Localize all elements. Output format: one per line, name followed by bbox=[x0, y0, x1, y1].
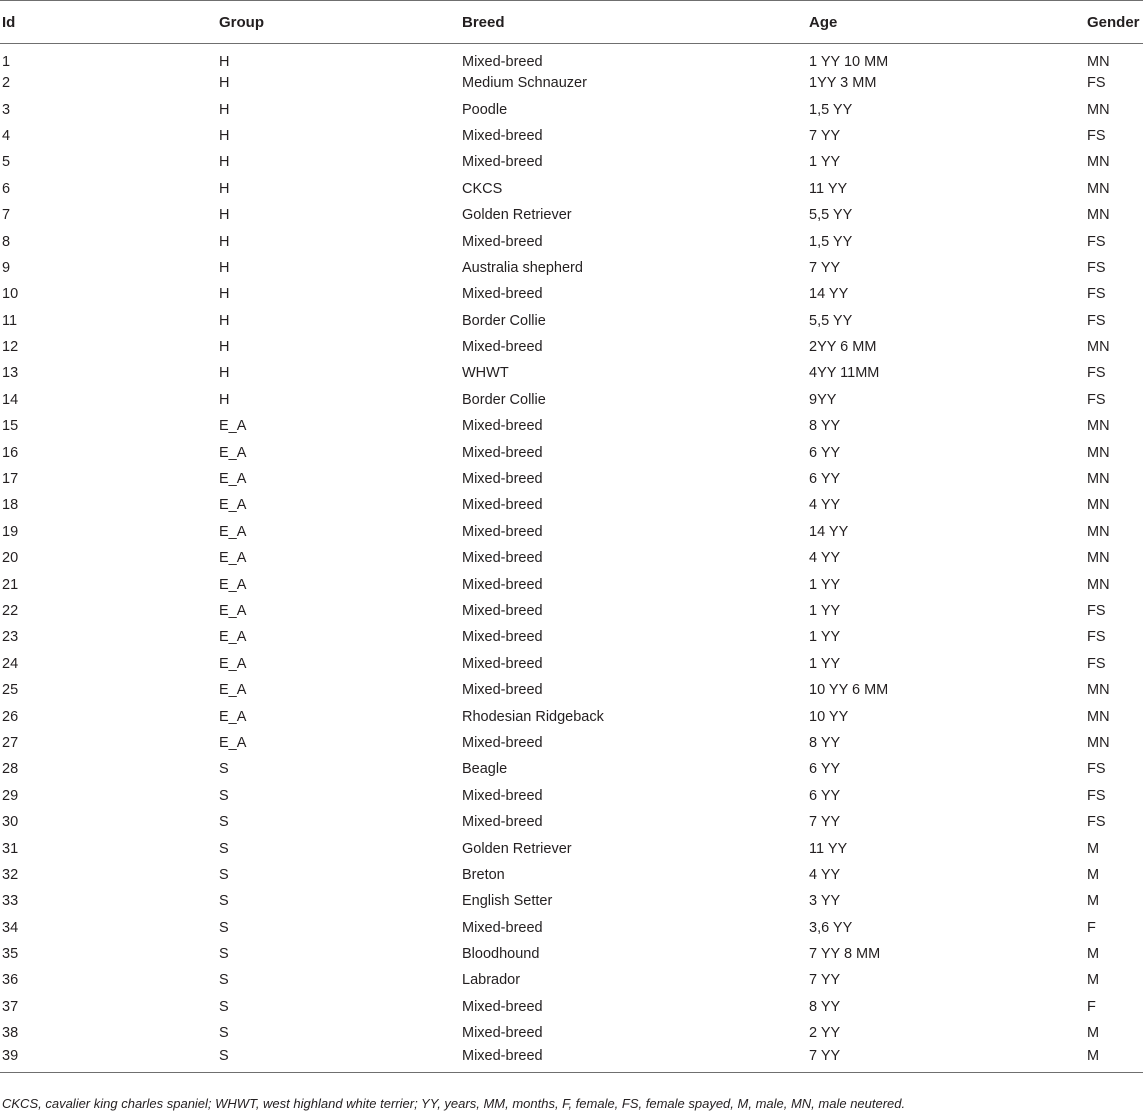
cell-group: E_A bbox=[219, 655, 247, 672]
cell-age: 7 YY 8 MM bbox=[809, 946, 881, 963]
header-breed: Breed bbox=[460, 1, 807, 44]
cell-gender: F bbox=[1087, 919, 1096, 936]
cell-age: 14 YY bbox=[809, 523, 849, 540]
cell-gender: FS bbox=[1087, 286, 1106, 303]
cell-group: H bbox=[219, 259, 230, 276]
cell-gender: FS bbox=[1087, 259, 1106, 276]
cell-age: 6 YY bbox=[809, 444, 841, 461]
cell-id: 7 bbox=[2, 207, 11, 224]
cell-gender: MN bbox=[1087, 154, 1110, 171]
cell-breed: Mixed-breed bbox=[462, 54, 543, 70]
cell-id: 35 bbox=[2, 946, 19, 963]
cell-age: 7 YY bbox=[809, 127, 841, 144]
cell-age: 1 YY 10 MM bbox=[809, 54, 889, 70]
cell-age: 1 YY bbox=[809, 576, 841, 593]
cell-id: 27 bbox=[2, 734, 19, 751]
cell-age: 8 YY bbox=[809, 734, 841, 751]
cell-breed: Mixed-breed bbox=[462, 919, 543, 936]
cell-age: 8 YY bbox=[809, 998, 841, 1015]
cell-id: 25 bbox=[2, 682, 19, 699]
cell-age: 1YY 3 MM bbox=[809, 75, 877, 92]
cell-group: E_A bbox=[219, 550, 247, 567]
cell-id: 29 bbox=[2, 787, 19, 804]
cell-breed: Rhodesian Ridgeback bbox=[462, 708, 604, 725]
cell-breed: Mixed-breed bbox=[462, 444, 543, 461]
cell-id: 17 bbox=[2, 471, 19, 488]
cell-id: 2 bbox=[2, 75, 11, 92]
cell-gender: MN bbox=[1087, 682, 1110, 699]
cell-age: 7 YY bbox=[809, 814, 841, 831]
cell-group: H bbox=[219, 233, 230, 250]
cell-age: 11 YY bbox=[809, 840, 848, 857]
cell-age: 3,6 YY bbox=[809, 919, 853, 936]
table-row bbox=[0, 439, 1143, 465]
cell-group: S bbox=[219, 787, 229, 804]
table-row bbox=[0, 756, 1143, 782]
cell-group: E_A bbox=[219, 708, 247, 725]
cell-gender: M bbox=[1087, 972, 1100, 989]
cell-group: H bbox=[219, 101, 230, 118]
table-row bbox=[0, 703, 1143, 729]
cell-group: S bbox=[219, 814, 229, 831]
table-row bbox=[0, 334, 1143, 360]
table-row bbox=[0, 624, 1143, 650]
table-row bbox=[0, 783, 1143, 809]
cell-id: 36 bbox=[2, 972, 19, 989]
cell-group: H bbox=[219, 180, 230, 197]
cell-breed: Mixed-breed bbox=[460, 1046, 807, 1072]
cell-group: H bbox=[219, 365, 230, 382]
cell-breed: Border Collie bbox=[462, 391, 546, 408]
cell-id: 9 bbox=[2, 259, 11, 276]
cell-group: H bbox=[219, 391, 230, 408]
cell-breed: Mixed-breed bbox=[462, 339, 543, 356]
cell-group: E_A bbox=[219, 603, 247, 619]
header-row bbox=[0, 1, 1143, 44]
cell-breed: Mixed-breed bbox=[462, 471, 543, 488]
cell-breed: Mixed-breed bbox=[462, 655, 543, 672]
cell-breed: Beagle bbox=[462, 761, 508, 778]
cell-gender: F bbox=[1087, 998, 1096, 1015]
cell-id: 39 bbox=[0, 1046, 217, 1072]
cell-gender: M bbox=[1087, 1025, 1100, 1042]
cell-group: E_A bbox=[219, 629, 247, 646]
table-row bbox=[0, 1020, 1143, 1046]
cell-breed: CKCS bbox=[462, 180, 503, 197]
header-age: Age bbox=[807, 1, 1085, 44]
cell-gender: FS bbox=[1087, 233, 1106, 250]
table-row bbox=[0, 598, 1143, 624]
cell-breed: Golden Retriever bbox=[462, 207, 572, 224]
cell-id: 6 bbox=[2, 180, 11, 197]
cell-id: 4 bbox=[2, 127, 11, 144]
cell-gender: M bbox=[1087, 946, 1100, 963]
cell-gender: MN bbox=[1087, 576, 1110, 593]
cell-age: 6 YY bbox=[809, 787, 841, 804]
cell-id: 12 bbox=[2, 339, 19, 356]
cell-id: 24 bbox=[2, 655, 19, 672]
table-row bbox=[0, 44, 1143, 71]
cell-breed: Mixed-breed bbox=[462, 497, 543, 514]
cell-group: E_A bbox=[219, 497, 247, 514]
cell-group: H bbox=[219, 207, 230, 224]
header-group: Group bbox=[217, 1, 460, 44]
cell-group: E_A bbox=[219, 682, 247, 699]
cell-age: 2YY 6 MM bbox=[809, 339, 877, 356]
cell-group: E_A bbox=[219, 444, 247, 461]
cell-age: 1 YY bbox=[809, 603, 841, 619]
cell-age: 5,5 YY bbox=[809, 207, 853, 224]
cell-breed: Mixed-breed bbox=[462, 787, 543, 804]
cell-id: 34 bbox=[2, 919, 19, 936]
cell-age: 6 YY bbox=[809, 471, 841, 488]
cell-age: 1 YY bbox=[809, 629, 841, 646]
cell-breed: Mixed-breed bbox=[462, 154, 543, 171]
cell-gender: FS bbox=[1087, 787, 1106, 804]
cell-group: S bbox=[219, 972, 229, 989]
cell-gender: MN bbox=[1087, 471, 1110, 488]
cell-age: 3 YY bbox=[809, 893, 841, 910]
cell-id: 8 bbox=[2, 233, 11, 250]
cell-id: 13 bbox=[2, 365, 19, 382]
cell-gender: FS bbox=[1087, 365, 1106, 382]
cell-group: E_A bbox=[219, 576, 247, 593]
table-row bbox=[0, 571, 1143, 597]
cell-gender: FS bbox=[1087, 391, 1106, 408]
cell-breed: Mixed-breed bbox=[462, 814, 543, 831]
cell-group: S bbox=[219, 893, 229, 910]
cell-id: 20 bbox=[2, 550, 19, 567]
cell-group: H bbox=[219, 127, 230, 144]
table-row bbox=[0, 360, 1143, 386]
cell-group: S bbox=[219, 1025, 229, 1042]
cell-group: H bbox=[219, 75, 230, 92]
cell-group: S bbox=[219, 840, 229, 857]
cell-breed: Mixed-breed bbox=[462, 233, 543, 250]
cell-gender: FS bbox=[1087, 127, 1106, 144]
table-row bbox=[0, 994, 1143, 1020]
cell-id: 10 bbox=[2, 286, 19, 303]
cell-group: E_A bbox=[219, 734, 247, 751]
table-row bbox=[0, 387, 1143, 413]
cell-age: 2 YY bbox=[809, 1025, 841, 1042]
cell-gender: M bbox=[1087, 840, 1100, 857]
table-row bbox=[0, 176, 1143, 202]
table-row bbox=[0, 281, 1143, 307]
cell-gender: MN bbox=[1087, 550, 1110, 567]
cell-group: E_A bbox=[219, 418, 247, 435]
table-row bbox=[0, 308, 1143, 334]
cell-gender: MN bbox=[1087, 101, 1110, 118]
table-row bbox=[0, 70, 1143, 96]
cell-id: 32 bbox=[2, 866, 19, 883]
table-row bbox=[0, 809, 1143, 835]
cell-group: S bbox=[219, 919, 229, 936]
cell-gender: MN bbox=[1087, 523, 1110, 540]
cell-id: 11 bbox=[2, 312, 18, 329]
cell-id: 31 bbox=[2, 840, 19, 857]
table-row bbox=[0, 862, 1143, 888]
cell-group: E_A bbox=[219, 471, 247, 488]
cell-gender: MN bbox=[1087, 418, 1110, 435]
cell-breed: Mixed-breed bbox=[462, 550, 543, 567]
table-row bbox=[0, 123, 1143, 149]
cell-breed: Mixed-breed bbox=[462, 418, 543, 435]
cell-breed: Australia shepherd bbox=[462, 259, 583, 276]
cell-age: 7 YY bbox=[809, 259, 841, 276]
cell-breed: Mixed-breed bbox=[462, 629, 543, 646]
cell-id: 5 bbox=[2, 154, 11, 171]
cell-age: 4 YY bbox=[809, 550, 841, 567]
cell-gender: MN bbox=[1087, 708, 1110, 725]
cell-id: 19 bbox=[2, 523, 19, 540]
cell-age: 8 YY bbox=[809, 418, 841, 435]
cell-gender: FS bbox=[1087, 312, 1106, 329]
cell-age: 4YY 11MM bbox=[809, 365, 880, 382]
cell-gender: MN bbox=[1087, 180, 1110, 197]
cell-group: H bbox=[219, 286, 230, 303]
table-row bbox=[0, 651, 1143, 677]
cell-gender: FS bbox=[1087, 655, 1106, 672]
table-row bbox=[0, 228, 1143, 254]
cell-age: 7 YY bbox=[809, 972, 841, 989]
cell-id: 33 bbox=[2, 893, 19, 910]
cell-gender: MN bbox=[1087, 497, 1110, 514]
cell-id: 15 bbox=[2, 418, 19, 435]
cell-age: 5,5 YY bbox=[809, 312, 853, 329]
cell-group: S bbox=[219, 761, 229, 778]
cell-breed: Mixed-breed bbox=[462, 603, 543, 619]
cell-age: 4 YY bbox=[809, 866, 841, 883]
cell-id: 38 bbox=[2, 1025, 19, 1042]
cell-group: S bbox=[219, 998, 229, 1015]
cell-breed: English Setter bbox=[462, 893, 553, 910]
cell-group: S bbox=[217, 1046, 460, 1072]
cell-gender: FS bbox=[1087, 629, 1106, 646]
table-header bbox=[0, 1, 1143, 44]
table-row bbox=[0, 915, 1143, 941]
header-id: Id bbox=[0, 1, 217, 44]
table-row bbox=[0, 255, 1143, 281]
table-row bbox=[0, 545, 1143, 571]
table-footnote: CKCS, cavalier king charles spaniel; WHWT, west highland white terrier; YY, years, MM, months, F, female, FS, female spayed, M, male, MN, male neutered. bbox=[2, 1096, 906, 1111]
cell-id: 22 bbox=[2, 603, 19, 619]
cell-breed: Medium Schnauzer bbox=[462, 75, 587, 92]
cell-age: 1,5 YY bbox=[809, 101, 853, 118]
cell-age: 4 YY bbox=[809, 497, 841, 514]
table-row bbox=[0, 941, 1143, 967]
table-body bbox=[0, 44, 1143, 1073]
table-row bbox=[0, 888, 1143, 914]
cell-group: H bbox=[219, 312, 230, 329]
cell-gender: MN bbox=[1087, 54, 1110, 70]
cell-age: 9YY bbox=[809, 391, 837, 408]
table-row bbox=[0, 492, 1143, 518]
cell-breed: Border Collie bbox=[462, 312, 546, 329]
cell-gender: M bbox=[1087, 893, 1100, 910]
cell-age: 1,5 YY bbox=[809, 233, 853, 250]
cell-age: 6 YY bbox=[809, 761, 841, 778]
cell-gender: M bbox=[1085, 1046, 1143, 1072]
cell-breed: Mixed-breed bbox=[462, 1025, 543, 1042]
cell-gender: FS bbox=[1087, 603, 1106, 619]
cell-age: 10 YY 6 MM bbox=[809, 682, 889, 699]
cell-id: 16 bbox=[2, 444, 19, 461]
cell-gender: M bbox=[1087, 866, 1100, 883]
cell-age: 11 YY bbox=[809, 180, 848, 197]
cell-group: H bbox=[219, 154, 230, 171]
cell-gender: MN bbox=[1087, 444, 1110, 461]
cell-group: H bbox=[219, 54, 230, 70]
cell-group: S bbox=[219, 946, 229, 963]
cell-breed: Mixed-breed bbox=[462, 682, 543, 699]
cell-id: 28 bbox=[2, 761, 19, 778]
cell-age: 14 YY bbox=[809, 286, 849, 303]
table-row bbox=[0, 1046, 1143, 1072]
cell-id: 18 bbox=[2, 497, 19, 514]
cell-gender: FS bbox=[1087, 761, 1106, 778]
cell-gender: FS bbox=[1087, 75, 1106, 92]
cell-id: 37 bbox=[2, 998, 19, 1015]
table-row bbox=[0, 96, 1143, 122]
cell-age: 10 YY bbox=[809, 708, 849, 725]
cell-id: 14 bbox=[2, 391, 19, 408]
cell-breed: Poodle bbox=[462, 101, 508, 118]
cell-id: 26 bbox=[2, 708, 19, 725]
cell-id: 1 bbox=[2, 54, 11, 70]
cell-breed: Mixed-breed bbox=[462, 286, 543, 303]
cell-gender: MN bbox=[1087, 734, 1110, 751]
cell-group: S bbox=[219, 866, 229, 883]
header-gender: Gender bbox=[1085, 1, 1143, 44]
cell-age: 7 YY bbox=[807, 1046, 1085, 1072]
table-row bbox=[0, 466, 1143, 492]
table-row bbox=[0, 967, 1143, 993]
cell-breed: Golden Retriever bbox=[462, 840, 572, 857]
cell-id: 21 bbox=[2, 576, 19, 593]
cell-age: 1 YY bbox=[809, 154, 841, 171]
cell-id: 30 bbox=[2, 814, 19, 831]
cell-breed: Mixed-breed bbox=[462, 576, 543, 593]
cell-group: E_A bbox=[219, 523, 247, 540]
table-row bbox=[0, 519, 1143, 545]
table-row bbox=[0, 202, 1143, 228]
cell-gender: MN bbox=[1087, 207, 1110, 224]
table-row bbox=[0, 835, 1143, 861]
cell-breed: Breton bbox=[462, 866, 505, 883]
cell-group: H bbox=[219, 339, 230, 356]
cell-breed: Mixed-breed bbox=[462, 523, 543, 540]
cell-breed: Mixed-breed bbox=[462, 998, 543, 1015]
cell-breed: Bloodhound bbox=[462, 946, 540, 963]
cell-id: 23 bbox=[2, 629, 19, 646]
cell-age: 1 YY bbox=[809, 655, 841, 672]
table-row bbox=[0, 413, 1143, 439]
cell-breed: WHWT bbox=[462, 365, 509, 382]
cell-gender: FS bbox=[1087, 814, 1106, 831]
table-row bbox=[0, 677, 1143, 703]
cell-gender: MN bbox=[1087, 339, 1110, 356]
cell-breed: Mixed-breed bbox=[462, 734, 543, 751]
cell-breed: Labrador bbox=[462, 972, 521, 989]
cell-id: 3 bbox=[2, 101, 11, 118]
table-row bbox=[0, 149, 1143, 175]
cell-breed: Mixed-breed bbox=[462, 127, 543, 144]
table-row bbox=[0, 730, 1143, 756]
